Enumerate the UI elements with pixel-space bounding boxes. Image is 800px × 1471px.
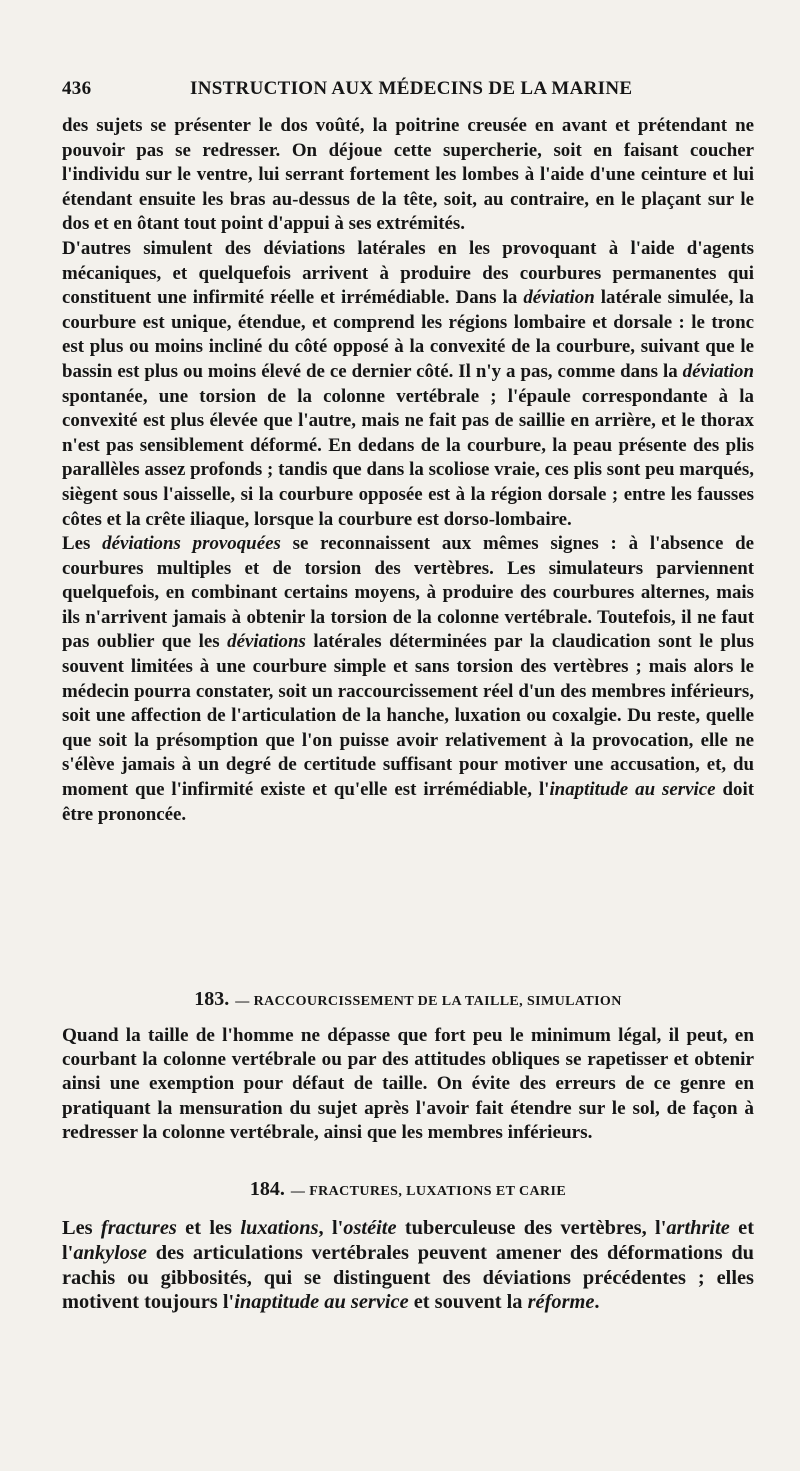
emphasis: luxations: [240, 1217, 319, 1239]
text-run: latérales déterminées par la claudication sont le plus souvent limitées à une courbure simple et sans torsion des vertèbres ; mais alors le médecin pourra constater, soit un raccourcissement réel d'un des membres inférieurs, soit une affection de l'articulation de la hanche, luxation ou coxalgie. Du reste, quelle que soit la présomption que l'on puisse avoir relativement à la provocation, elle ne s'élève jamais à un degré de certitude suffisant pour motiver une accusation, et, du moment que l'infirmité existe et qu'elle est irrémédiable, l': [62, 631, 754, 801]
paragraph: Quand la taille de l'homme ne dépasse que fort peu le minimum légal, il peut, en courbant la colonne vertébrale ou par des attitudes obliques se rapetisser et obtenir ainsi une exemption pour défaut de taille. On évite des erreurs de ce genre en pratiquant la mensuration du sujet après l'avoir fait étendre sur le sol, de façon à redresser la colonne vertébrale, ainsi que les membres inférieurs.: [62, 1025, 754, 1143]
text-run: latérale simulée, la courbure est unique, étendue, et comprend les régions lombaire et dorsale : le tronc est plus ou moins incliné du côté opposé à la convexité de la courbure, suivant que le bassin est plus ou moins élevé de ce dernier côté. Il n'y a pas, comme dans la: [62, 287, 755, 382]
emphasis: déviations provoquées: [102, 533, 281, 555]
text-run: tuberculeuse des vertèbres, l': [396, 1217, 667, 1239]
section-heading: [62, 1178, 754, 1201]
paragraph: [62, 1216, 754, 1315]
emphasis: déviation: [682, 360, 754, 382]
text-run: et l': [62, 1217, 754, 1264]
emphasis: déviations: [227, 631, 306, 653]
emphasis: inaptitude au service: [234, 1291, 409, 1314]
running-title: INSTRUCTION AUX MÉDECINS DE LA MARINE: [190, 78, 633, 99]
text-run: D'autres simulent des déviations latérales en les provoquant à l'aide d'agents mécaniques, et quelquefois arrivent à produire des courbures permanentes qui constituent une infirmité réelle et irrémédiable. Dans la: [62, 237, 754, 309]
text-run: Les: [62, 533, 103, 555]
text-run: et souvent la: [408, 1291, 528, 1314]
text-run: .: [594, 1291, 600, 1314]
paragraph: [62, 237, 754, 532]
page-number: 436: [62, 78, 92, 99]
emphasis: ostéite: [343, 1217, 397, 1239]
emphasis: inaptitude au service: [549, 779, 716, 801]
emphasis: arthrite: [666, 1217, 730, 1239]
section-number: 184.: [249, 1178, 285, 1200]
section-body: [62, 1216, 754, 1315]
text-run: se reconnaissent aux mêmes signes : à l'absence de courbures multiples et de torsion des vertèbres. Les simulateurs parviennent quelquefois, en combinant certains moyens, à produire des courbures alternes, mais ils n'arrivent jamais à obtenir la torsion de la colonne vertébrale. Toutefois, il ne faut pas oublier que les: [62, 533, 755, 653]
section-title: — FRACTURES, LUXATIONS ET CARIE: [290, 1184, 567, 1199]
text-run: et les: [176, 1217, 241, 1239]
emphasis: réforme: [527, 1291, 595, 1314]
text-run: Les: [62, 1217, 101, 1239]
text-run: spontanée, une torsion de la colonne vertébrale ; l'épaule correspondante à la convexité est plus élevée que l'autre, mais ne fait pas de saillie en arrière, et le thorax n'est pas sensiblement déformé. En dedans de la courbure, la peau présente des plis parallèles assez profonds ; tandis que dans la scoliose vraie, ces plis sont peu marqués, siègent sous l'aisselle, si la courbure opposée est à la région dorsale ; entre les fausses côtes et la crête iliaque, lorsque la courbure est dorso-lombaire.: [62, 385, 754, 530]
text-run: doit être prononcée.: [62, 779, 754, 825]
section-heading: [62, 988, 754, 1011]
text-run: des articulations vertébrales peuvent amener des déformations du rachis ou gibbosités, qui se distinguent des déviations précédentes ; elles motivent toujours l': [62, 1241, 754, 1314]
section-number: 183.: [194, 988, 230, 1010]
paragraph: [62, 532, 754, 827]
emphasis: déviation: [523, 287, 595, 309]
section-title: — RACCOURCISSEMENT DE LA TAILLE, SIMULATION: [235, 994, 622, 1009]
emphasis: fractures: [100, 1217, 177, 1239]
text-run: , l': [318, 1217, 344, 1239]
paragraph: des sujets se présenter le dos voûté, la poitrine creusée en avant et prétendant ne pouvoir pas se redresser. On déjoue cette supercherie, soit en faisant coucher l'individu sur le ventre, lui serrant fortement les lombes à l'aide d'une ceinture et lui étendant ensuite les bras au-dessus de la tête, soit, au contraire, en le plaçant sur le dos et en ôtant tout point d'appui à ses extrémités.: [62, 115, 754, 235]
emphasis: ankylose: [73, 1241, 147, 1264]
section-body: [62, 1024, 754, 1145]
body-text: [62, 114, 754, 827]
